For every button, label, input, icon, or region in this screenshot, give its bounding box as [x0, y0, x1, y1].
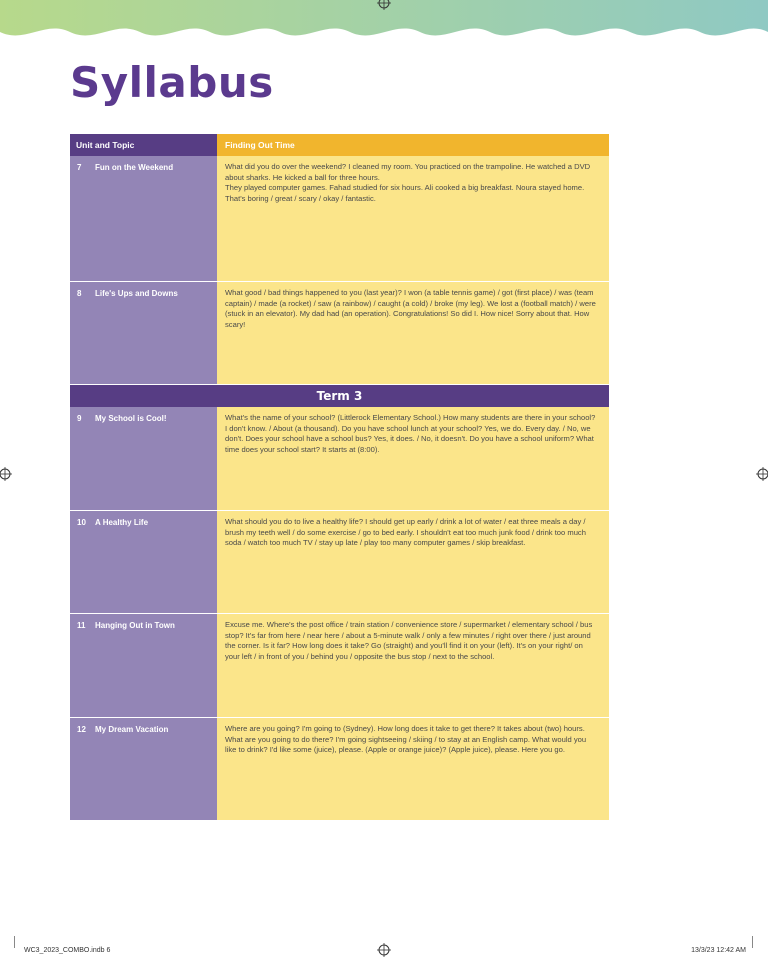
topic-text: What's the name of your school? (Littlerock Elementary School.) How many students are there in your school? I don't know. / About (a thousand). Do you have school lunch at your school? Yes, we do. Every day. / No, we don't. Does your school have a school bus? Yes, it does. / No, it doesn't. Do you have a school uniform? What time does your school start? It starts at (8:00).: [225, 413, 596, 454]
unit-title: My Dream Vacation: [95, 725, 169, 734]
unit-title: Life's Ups and Downs: [95, 289, 178, 298]
table-row: [70, 511, 609, 614]
print-slug-timestamp: 13/3/23 12:42 AM: [691, 947, 746, 954]
print-slug-file: WC3_2023_COMBO.indb 6: [24, 947, 111, 954]
topic-text: What good / bad things happened to you (last year)? I won (a table tennis game) / got (first place) / was (team captain) / made (a rocket) / saw (a rainbow) / caught (a cold) / broke (my leg). We lost a (football match) / were (stuck in an elevator). My dad had (an operation). Congratulations! So did I. How nice! Sorry about that. How scary!: [225, 288, 596, 329]
syllabus-table: [70, 134, 609, 820]
topic-text: What should you do to live a healthy life? I should get up early / drink a lot of water / eat three meals a day / brush my teeth well / do some exercise / go to bed early. I shouldn't eat too much junk food / drink too much soda / watch too much TV / stay up late / play too many computer games / skip breakfast.: [225, 517, 586, 548]
unit-number: 7: [77, 163, 82, 172]
topic-cell: [217, 156, 609, 281]
registration-mark-icon: [377, 943, 391, 957]
topic-cell: [217, 614, 609, 717]
unit-cell: [70, 282, 217, 384]
unit-cell: [70, 511, 217, 613]
trim-mark: [752, 936, 753, 948]
topic-text: They played computer games. Fahad studied for six hours. Ali cooked a big breakfast. Noura stayed home.: [225, 183, 585, 193]
table-row: [70, 282, 609, 385]
col-header-unit-topic: Unit and Topic: [70, 134, 217, 156]
table-row: [70, 614, 609, 718]
unit-number: 8: [77, 289, 82, 298]
unit-number: 11: [77, 621, 86, 630]
unit-title: Hanging Out in Town: [95, 621, 175, 630]
registration-mark-icon: [377, 0, 391, 10]
unit-number: 12: [77, 725, 86, 734]
topic-text: That's boring / great / scary / okay / fantastic.: [225, 193, 376, 203]
unit-title: My School is Cool!: [95, 414, 167, 423]
table-row: [70, 718, 609, 820]
topic-cell: [217, 718, 609, 820]
term-banner: Term 3: [70, 385, 609, 407]
table-header: [70, 134, 609, 156]
unit-cell: [70, 718, 217, 820]
topic-cell: [217, 282, 609, 384]
topic-cell: [217, 511, 609, 613]
page-title: Syllabus: [70, 58, 274, 107]
topic-text: Excuse me. Where's the post office / train station / convenience store / supermarket / elementary school / bus stop? It's far from here / near here / about a 5-minute walk / only a few minutes / right over there / just around the corner. Is it far? How long does it take? Go (straight) and you'll find it on your (left). It's on your right/ on your left / in front of you / behind you / opposite the bus stop / next to the school.: [225, 620, 593, 661]
registration-mark-icon: [0, 467, 12, 481]
unit-cell: [70, 614, 217, 717]
unit-number: 10: [77, 518, 86, 527]
trim-mark: [14, 936, 15, 948]
topic-cell: [217, 407, 609, 510]
topic-text: What did you do over the weekend? I cleaned my room. You practiced on the trampoline. He watched a DVD about sharks. He kicked a ball for three hours.: [225, 162, 591, 182]
table-row: [70, 407, 609, 511]
table-row: [70, 156, 609, 282]
registration-mark-icon: [756, 467, 768, 481]
unit-cell: [70, 156, 217, 281]
unit-title: Fun on the Weekend: [95, 163, 174, 172]
unit-title: A Healthy Life: [95, 518, 149, 527]
col-header-finding-out-time: Finding Out Time: [217, 134, 609, 156]
unit-number: 9: [77, 414, 82, 423]
topic-text: Where are you going? I'm going to (Sydney). How long does it take to get there? It takes about (two) hours. What are you going to do there? I'm going sightseeing / skiing / to stay at an English camp. What would you like to drink? I'd like some (juice), please. (Apple or orange juice)? (Apple juice), please. Here you go.: [225, 724, 587, 755]
unit-cell: [70, 407, 217, 510]
